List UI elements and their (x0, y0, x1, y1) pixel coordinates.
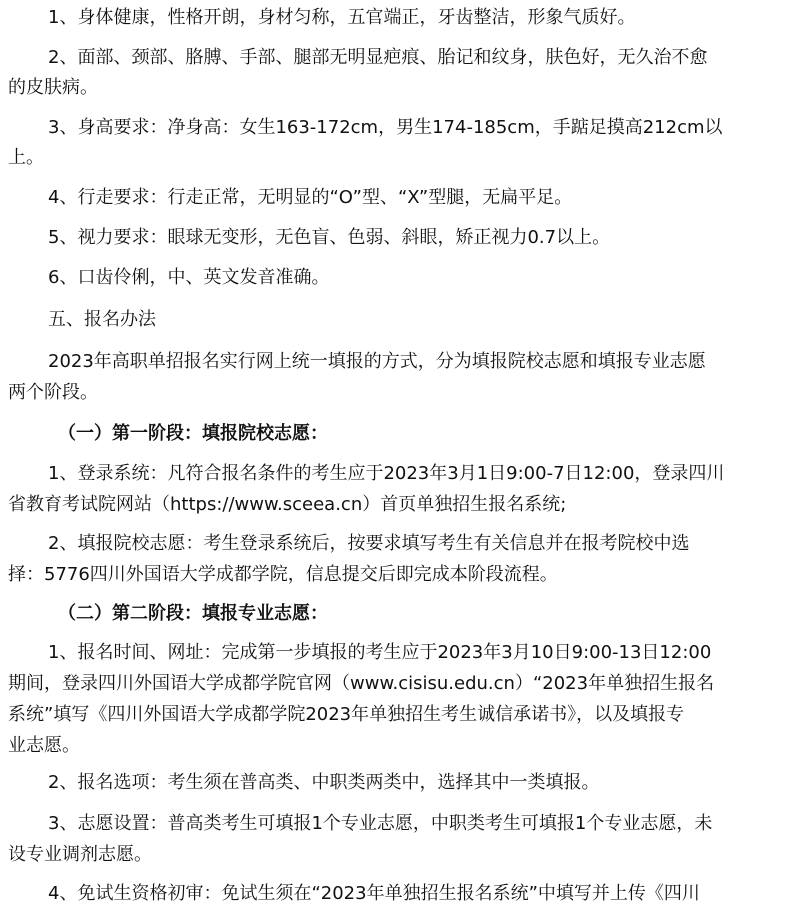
text-line-21: 业志愿。 (8, 735, 80, 756)
text-line-19: 期间，登录四川外国语大学成都学院官网（www.cisisu.edu.cn）“2023年单独招生报名 (8, 673, 715, 694)
text-line-23: 3、志愿设置：普高类考生可填报1个专业志愿，中职类考生可填报1个专业志愿，未 (48, 813, 713, 834)
text-line-11: 两个阶段。 (8, 382, 98, 403)
subsection-heading-1: （一）第一阶段：填报院校志愿： (58, 423, 328, 444)
text-line-15: 2、填报院校志愿：考生登录系统后，按要求填写考生有关信息并在报考院校中选 (48, 533, 690, 554)
text-line-18: 1、报名时间、网址：完成第一步填报的考生应于2023年3月10日9:00-13日12:00 (48, 642, 712, 663)
text-line-16: 择：5776四川外国语大学成都学院，信息提交后即完成本阶段流程。 (8, 564, 558, 585)
text-line-3: 的皮肤病。 (8, 77, 98, 98)
text-line-13: 1、登录系统：凡符合报名条件的考生应于2023年3月1日9:00-7日12:00，登录四川 (48, 463, 725, 484)
text-line-22: 2、报名选项：考生须在普高类、中职类两类中，选择其中一类填报。 (48, 772, 600, 793)
section-heading: 五、报名办法 (48, 309, 156, 330)
text-line-14: 省教育考试院网站（https://www.sceea.cn）首页单独招生报名系统; (8, 494, 567, 515)
text-line-5: 上。 (8, 147, 44, 168)
text-line-8: 6、口齿伶俐，中、英文发音准确。 (48, 267, 330, 288)
subsection-heading-2: （二）第二阶段：填报专业志愿： (58, 603, 328, 624)
text-line-1: 1、身体健康，性格开朗，身材匀称，五官端正，牙齿整洁，形象气质好。 (48, 7, 636, 28)
text-line-6: 4、行走要求：行走正常，无明显的“O”型、“X”型腿，无扁平足。 (48, 187, 573, 208)
text-line-4: 3、身高要求：净身高：女生163-172cm，男生174-185cm，手踮足摸高212cm以 (48, 117, 723, 138)
text-line-20: 系统”填写《四川外国语大学成都学院2023年单独招生考生诚信承诺书》，以及填报专 (8, 704, 685, 725)
text-line-24: 设专业调剂志愿。 (8, 844, 152, 865)
text-line-2: 2、面部、颈部、胳膊、手部、腿部无明显疤痕、胎记和纹身，肤色好，无久治不愈 (48, 47, 708, 68)
text-line-25: 4、免试生资格初审：免试生须在“2023年单独招生报名系统”中填写并上传《四川 (48, 883, 700, 904)
text-line-7: 5、视力要求：眼球无变形，无色盲、色弱、斜眼，矫正视力0.7以上。 (48, 227, 611, 248)
text-line-10: 2023年高职单招报名实行网上统一填报的方式，分为填报院校志愿和填报专业志愿 (48, 351, 706, 372)
